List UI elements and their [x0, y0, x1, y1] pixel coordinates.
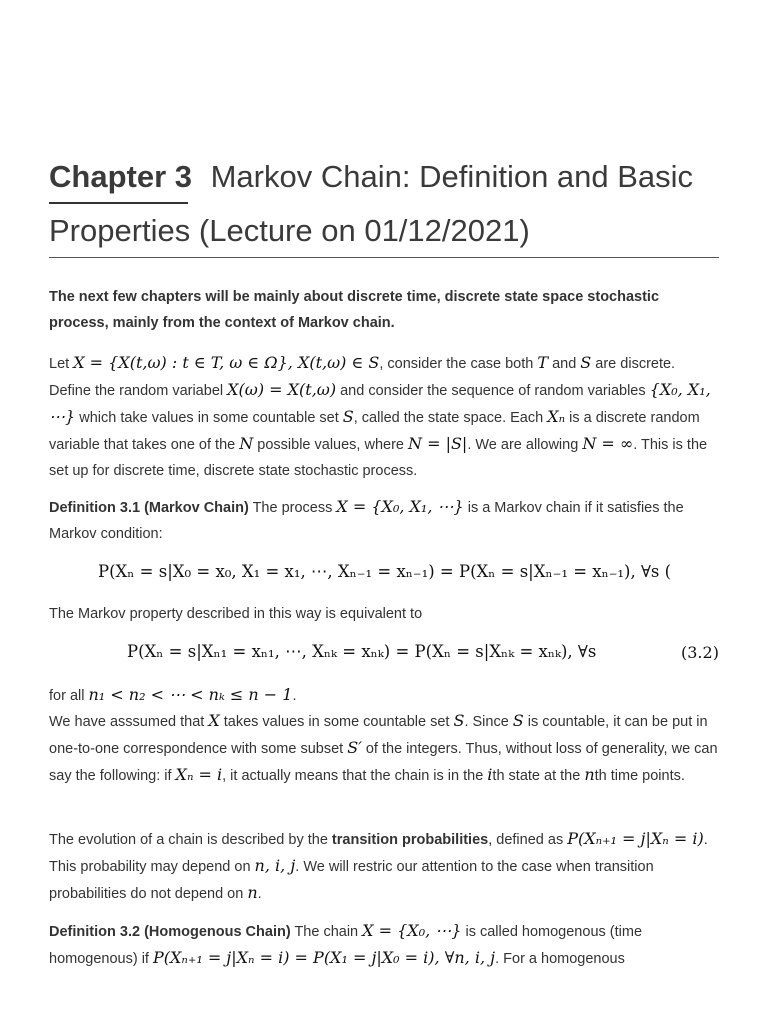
math-inline: P(Xₙ₊₁ = j|Xₙ = i) [567, 829, 704, 848]
chapter-number-underline [49, 202, 188, 204]
math-inline: n [247, 883, 258, 902]
math-inline: T [537, 353, 549, 372]
definition-3-1: Definition 3.1 (Markov Chain) The process X = {X₀, X₁, ⋯} is a Markov chain if it satisfies the Markov condition: [49, 497, 684, 542]
math-inline: X [208, 711, 220, 730]
paragraph-forall: for all n₁ < n₂ < ⋯ < nₖ ≤ n − 1. [49, 685, 297, 704]
equation-3-2: P(Xₙ = s|Xₙ₁ = xₙ₁, ⋯, Xₙₖ = xₙₖ) = P(Xₙ = s|Xₙₖ = xₙₖ), ∀s [127, 642, 597, 661]
bold-term: transition probabilities [331, 832, 489, 848]
equation-3-1: P(Xₙ = s|X₀ = x₀, X₁ = x₁, ⋯, Xₙ₋₁ = xₙ₋₁) = P(Xₙ = s|Xₙ₋₁ = xₙ₋₁), ∀s ( [98, 562, 672, 581]
math-inline: Xₙ = i [175, 765, 223, 784]
paragraph-setup: Let X = {X(t,ω) : t ∈ T, ω ∈ Ω}, X(t,ω) ∈ S, consider the case both T and S are discrete. Define the random variabel X(ω) = X(t,ω) and consider the sequence of random variables {X₀, X₁, ⋯} which take values in some countable set S, called the state space. Each Xₙ is a discrete random variable that takes one of the N possible values, where N = |S|. We are allowing N = ∞. This is the set up for discrete time, discrete state stochastic process. [49, 353, 711, 479]
math-inline: Xₙ [547, 407, 566, 426]
math-inline: N = |S| [408, 434, 468, 453]
title-divider [49, 257, 719, 258]
equation-number: (3.2) [681, 643, 719, 662]
math-inline: X = {X(t,ω) : t ∈ T, ω ∈ Ω}, X(t,ω) ∈ S [73, 353, 380, 372]
intro-paragraph: The next few chapters will be mainly about discrete time, discrete state space stochastic process, mainly from the context of Markov chain. [49, 289, 660, 331]
math-inline: X = {X₀, ⋯} [362, 921, 462, 940]
math-inline: {X₀, X₁, ⋯} [49, 380, 711, 426]
math-inline: i [487, 765, 493, 784]
math-inline: S [342, 407, 354, 426]
math-inline: S [453, 711, 465, 730]
math-inline: X(ω) = X(t,ω) [227, 380, 337, 399]
math-inline: n [584, 765, 595, 784]
chapter-title: Markov Chain: Definition and Basic Properties (Lecture on 01/12/2021) [49, 159, 694, 248]
paragraph-transition: The evolution of a chain is described by the transition probabilities, defined as P(Xₙ₊₁ = j|Xₙ = i). This probability may depend on n, i, j. We will restric our attention to the case when transition probabilities do not depend on n. [49, 829, 708, 902]
definition-heading: Definition 3.1 (Markov Chain) [49, 500, 249, 516]
math-inline: X = {X₀, X₁, ⋯} [336, 497, 464, 516]
math-inline: n₁ < n₂ < ⋯ < nₖ ≤ n − 1 [88, 685, 293, 704]
math-inline: n, i, j [254, 856, 296, 875]
math-inline: S [580, 353, 592, 372]
math-inline: N = ∞ [582, 434, 634, 453]
math-inline: S [512, 711, 524, 730]
chapter-number: Chapter 3 [49, 159, 192, 194]
paragraph-countable: We have asssumed that X takes values in some countable set S. Since S is countable, it can be put in one-to-one correspondence with some subset S′ of the integers. Thus, without loss of generality, we can say the following: if Xₙ = i, it actually means that the chain is in the ith state at the nth time points. [49, 711, 718, 784]
definition-3-2: Definition 3.2 (Homogenous Chain) The chain X = {X₀, ⋯} is called homogenous (time homogenous) if P(Xₙ₊₁ = j|Xₙ = i) = P(X₁ = j|X₀ = i), ∀n, i, j. For a homogenous [49, 921, 643, 967]
chapter-heading [49, 150, 719, 258]
math-inline: P(Xₙ₊₁ = j|Xₙ = i) = P(X₁ = j|X₀ = i), ∀n, i, j [152, 948, 496, 967]
math-inline: N [239, 434, 254, 453]
math-inline: S′ [347, 738, 362, 757]
equivalence-text: The Markov property described in this way is equivalent to [49, 606, 423, 622]
definition-heading: Definition 3.2 (Homogenous Chain) [49, 924, 291, 940]
